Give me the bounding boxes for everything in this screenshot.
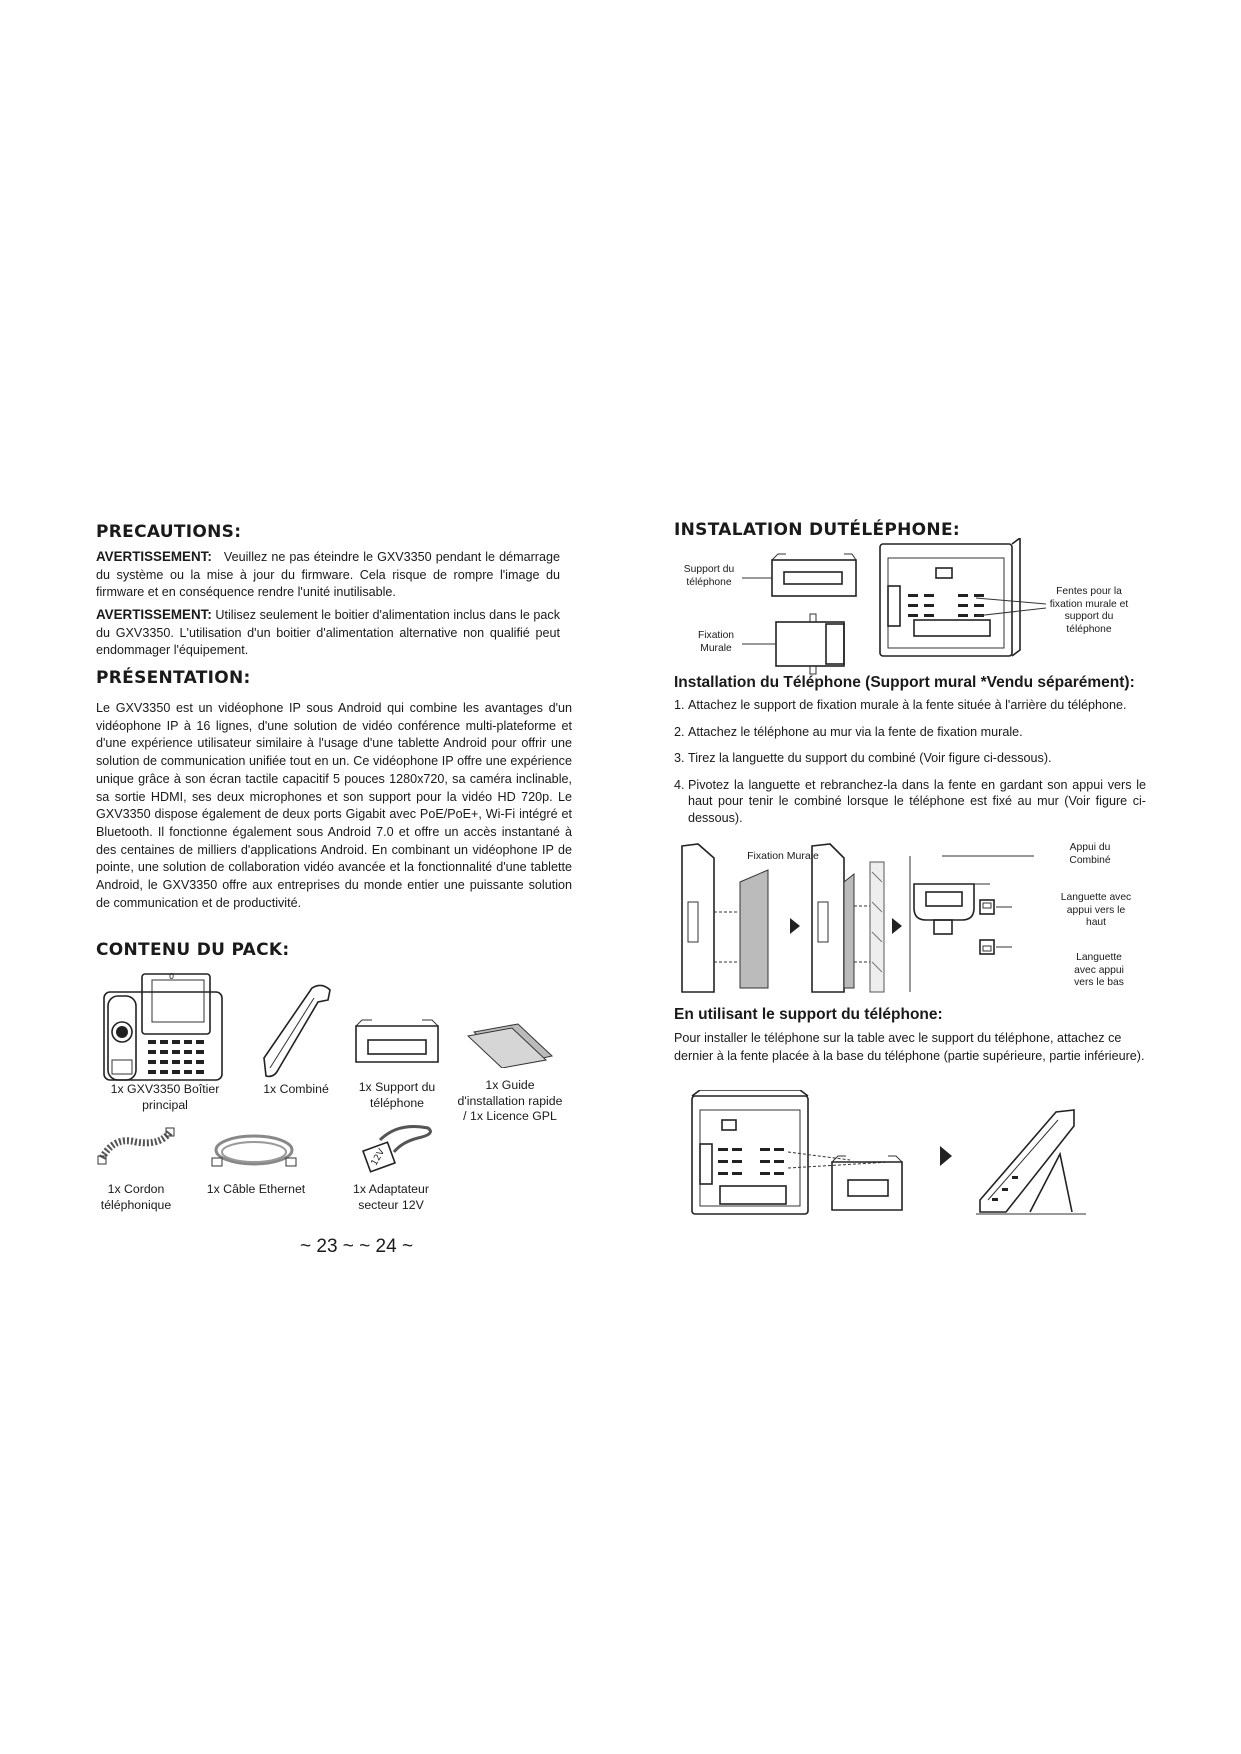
- phone-stand-icon: [352, 1018, 442, 1068]
- label-fixation-murale: Fixation Murale: [747, 850, 819, 862]
- label-appui: Appui du Combiné: [1069, 842, 1111, 866]
- presentation-heading: PRÉSENTATION:: [96, 668, 251, 688]
- label-tab-up: Languette avec appui vers le haut: [1060, 892, 1132, 928]
- step-item: 4. Pivotez la languette et rebranchez-la dans la fente en gardant son appui vers le haut pour tenir le combiné lorsque le téléphone est fixé au mur (Voir figure ci-dessous).: [674, 777, 1146, 825]
- pack-item-label: 1x Combiné: [263, 1082, 329, 1096]
- label-support: Support du téléphone: [683, 564, 735, 588]
- step-item: 2. Attachez le téléphone au mur via la fente de fixation murale.: [674, 724, 1023, 739]
- install-heading: INSTALATION DUTÉLÉPHONE:: [674, 520, 960, 540]
- pack-item-label: 1x Adaptateur secteur 12V: [353, 1182, 429, 1212]
- desk-stand-text: Pour installer le téléphone sur la table avec le support du téléphone, attachez ce dernier à la fente placée à la base du téléphone (partie supérieure, partie inférieure).: [674, 1031, 1145, 1063]
- page-numbers: ~ 23 ~ ~ 24 ~: [300, 1236, 414, 1257]
- svg-text:0: 0: [169, 972, 175, 981]
- desk-stand-figure: [690, 1090, 1090, 1220]
- warning-1: [96, 548, 560, 602]
- adapter-voltage-text: 12V: [369, 1147, 388, 1168]
- phone-base-icon: [100, 970, 230, 1084]
- step-item: 3. Tirez la languette du support du combiné (Voir figure ci-dessous).: [674, 751, 1052, 765]
- precautions-heading: PRECAUTIONS:: [96, 522, 242, 542]
- presentation-body: Le GXV3350 est un vidéophone IP sous Android qui combine les avantages d'un vidéophone IP à 16 lignes, d'une solution de vidéo conférence multi-plateforme et d'une expérience utilisateur similaire à l'usage d'une tablette Android pour offrir une solution de communication unifiée tout en un. Ce vidéophone IP offre une expérience unique grâce à son écran tactile capacitif 5 pouces 1280x720, sa caméra inclinable, sa sortie HDMI, ses deux microphones et son support pour la vidéo HD 720p. Le GXV3350 dispose également de deux ports Gigabit avec PoE/PoE+, Wi-Fi intégré et Bluetooth. Il fonctionne également sous Android 7.0 et offre un accès instantané à des centaines de milliers d'applications Android. En combinant un vidéophone IP de pointe, une solution de collaboration vidéo avancée et la fonctionnalité d'une tablette Android, le GXV3350 offre aux entreprises du monde entier une puissante solution de communication et de productivité.: [96, 701, 572, 910]
- step-item: 1. Attachez le support de fixation murale à la fente située à l'arrière du téléphone.: [674, 698, 1127, 712]
- ethernet-cable-icon: [210, 1130, 300, 1174]
- warning-2: [96, 606, 560, 660]
- label-fentes: Fentes pour la fixation murale et support du téléphone: [1049, 586, 1129, 635]
- warning-2-label: AVERTISSEMENT:: [96, 607, 212, 622]
- phone-back-figure: [676, 538, 1096, 678]
- power-adapter-icon: [358, 1118, 438, 1174]
- warning-1-text: Veuillez ne pas éteindre le GXV3350 pendant le démarrage du système ou la mise à jour du firmware. Cela risque de rompre l'image du firmware et en conséquence rendre l'unité inutilisable.: [96, 550, 560, 600]
- desk-stand-title: En utilisant le support du téléphone:: [674, 1006, 943, 1023]
- wall-mount-steps: [674, 697, 1146, 826]
- pack-item-label: 1x Guide d'installation rapide / 1x Licence GPL: [457, 1078, 563, 1123]
- booklet-icon: [466, 1022, 556, 1068]
- label-fixation: Fixation Murale: [697, 630, 735, 654]
- coiled-cord-icon: [96, 1126, 176, 1170]
- wall-mount-title: Installation du Téléphone (Support mural *Vendu séparément):: [674, 674, 1135, 691]
- warning-1-label: AVERTISSEMENT:: [96, 549, 212, 564]
- pack-heading: CONTENU DU PACK:: [96, 940, 290, 960]
- label-tab-down: Languette avec appui vers le bas: [1074, 952, 1124, 988]
- handset-icon: [256, 980, 336, 1080]
- pack-item-label: 1x Support du téléphone: [358, 1080, 436, 1110]
- pack-item-label: 1x Cordon téléphonique: [100, 1182, 172, 1212]
- pack-item-label: 1x Câble Ethernet: [206, 1182, 306, 1196]
- warning-2-text: Utilisez seulement le boitier d'alimentation inclus dans le pack du GXV3350. L'utilisation d'un boitier d'alimentation alternative non qualifié peut endommager l'équipement.: [96, 608, 560, 658]
- pack-item-label: 1x GXV3350 Boîtier principal: [110, 1082, 220, 1112]
